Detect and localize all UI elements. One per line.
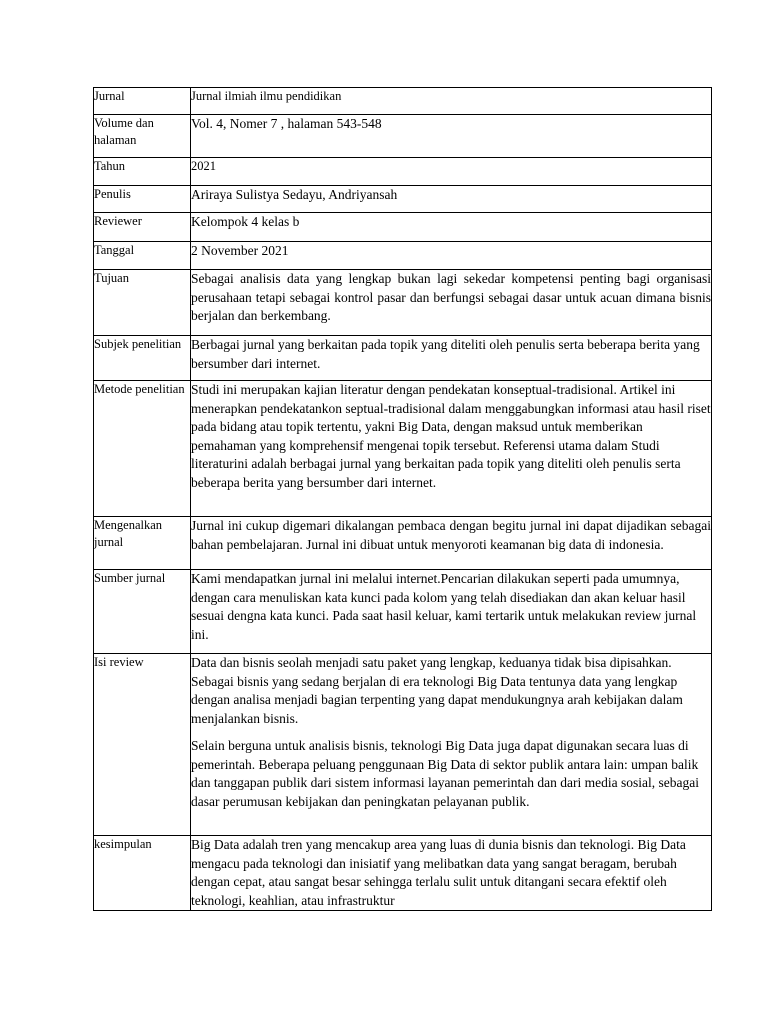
label-tujuan: Tujuan — [94, 270, 191, 336]
row-mengenalkan-jurnal — [94, 517, 712, 570]
value-jurnal: Jurnal ilmiah ilmu pendidikan — [191, 88, 712, 115]
row-penulis — [94, 186, 712, 213]
value-mengenalkan-jurnal: Jurnal ini cukup digemari dikalangan pembaca dengan begitu jurnal ini dapat dijadikan sebagai bahan pembelajaran. Jurnal ini dibuat untuk menyoroti keamanan big data di indonesia. — [191, 517, 712, 570]
row-metode-penelitian — [94, 381, 712, 517]
value-subjek-penelitian: Berbagai jurnal yang berkaitan pada topik yang diteliti oleh penulis serta beberapa berita yang bersumber dari internet. — [191, 336, 712, 381]
row-tanggal — [94, 242, 712, 270]
label-kesimpulan: kesimpulan — [94, 836, 191, 911]
journal-review-table — [93, 87, 712, 911]
label-sumber-jurnal: Sumber jurnal — [94, 570, 191, 654]
label-tanggal: Tanggal — [94, 242, 191, 270]
row-jurnal — [94, 88, 712, 115]
label-penulis: Penulis — [94, 186, 191, 213]
value-tujuan: Sebagai analisis data yang lengkap bukan lagi sekedar kompetensi penting bagi organisasi perusahaan tetapi sebagai kontrol pasar dan berfungsi sebagai dasar untuk acuan dimana bisnis berjalan dan berkembang. — [191, 270, 712, 336]
label-tahun: Tahun — [94, 158, 191, 186]
value-sumber-jurnal: Kami mendapatkan jurnal ini melalui internet.Pencarian dilakukan seperti pada umumnya, dengan cara menuliskan kata kunci pada kolom yang telah disediakan dan akan keluar hasil sesuai dengna kata kunci. Pada saat hasil keluar, kami tertarik untuk melakukan review jurnal ini. — [191, 570, 712, 654]
value-reviewer: Kelompok 4 kelas b — [191, 213, 712, 242]
row-kesimpulan — [94, 836, 712, 911]
label-metode-penelitian: Metode penelitian — [94, 381, 191, 517]
label-subjek-penelitian: Subjek penelitian — [94, 336, 191, 381]
value-metode-penelitian: Studi ini merupakan kajian literatur dengan pendekatan konseptual-tradisional. Artikel ini menerapkan pendekatankon septual-tradisional dalam menggabungkan informasi atau hasil riset pada bidang atau topik tertentu, yakni Big Data, dengan maksud untuk memberikan pemahaman yang komprehensif mengenai topik tersebut. Referensi utama dalam Studi literaturini adalah berbagai jurnal yang berkaitan pada topik yang diteliti oleh penulis serta beberapa berita yang bersumber dari internet. — [191, 381, 712, 517]
label-volume-halaman: Volume dan halaman — [94, 115, 191, 158]
value-penulis: Ariraya Sulistya Sedayu, Andriyansah — [191, 186, 712, 213]
label-isi-review: Isi review — [94, 654, 191, 836]
row-tujuan — [94, 270, 712, 336]
row-isi-review — [94, 654, 712, 836]
label-reviewer: Reviewer — [94, 213, 191, 242]
value-volume-halaman: Vol. 4, Nomer 7 , halaman 543-548 — [191, 115, 712, 158]
row-sumber-jurnal — [94, 570, 712, 654]
value-tahun: 2021 — [191, 158, 712, 186]
label-mengenalkan-jurnal: Mengenalkan jurnal — [94, 517, 191, 570]
value-isi-review — [191, 654, 712, 836]
row-reviewer — [94, 213, 712, 242]
value-tanggal: 2 November 2021 — [191, 242, 712, 270]
isi-review-paragraph-2: Selain berguna untuk analisis bisnis, teknologi Big Data juga dapat digunakan secara luas di pemerintah. Beberapa peluang penggunaan Big Data di sektor publik antara lain: umpan balik dan tanggapan publik dari sistem informasi layanan pemerintah dan dari media sosial, sebagai dasar perumusan kebijakan dan peningkatan pelayanan publik. — [191, 738, 699, 809]
value-kesimpulan: Big Data adalah tren yang mencakup area yang luas di dunia bisnis dan teknologi. Big Data mengacu pada teknologi dan inisiatif yang melibatkan data yang sangat beragam, berubah dengan cepat, atau sangat besar sehingga terlalu sulit untuk ditangani secara efektif oleh teknologi, keahlian, atau infrastruktur — [191, 836, 712, 911]
row-volume-halaman — [94, 115, 712, 158]
row-subjek-penelitian — [94, 336, 712, 381]
isi-review-paragraph-1: Data dan bisnis seolah menjadi satu paket yang lengkap, keduanya tidak bisa dipisahkan. Sebagai bisnis yang sedang berjalan di era teknologi Big Data tentunya data yang lengkap dengan analisa menjadi bagian terpenting yang dapat mendukungnya arah kebijakan dalam menjalankan bisnis. — [191, 655, 683, 726]
label-jurnal: Jurnal — [94, 88, 191, 115]
row-tahun — [94, 158, 712, 186]
